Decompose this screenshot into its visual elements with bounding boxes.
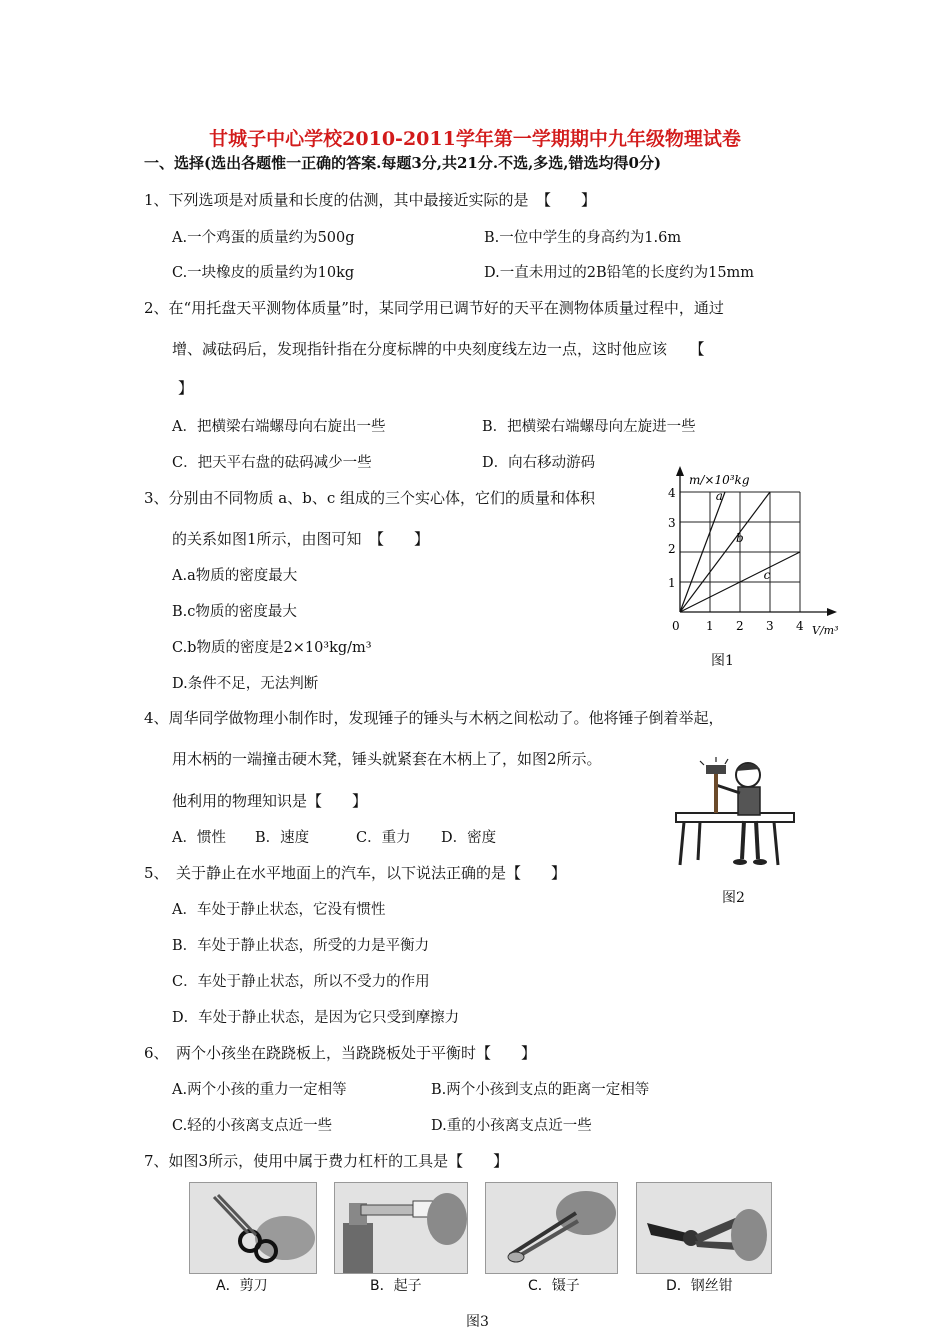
- figure-1-caption: 图1: [711, 653, 734, 669]
- q1-option-d: D.一直未用过的2B铅笔的长度约为15mm: [484, 265, 755, 281]
- y-tick-label: 4: [668, 486, 676, 500]
- x-tick-label: 4: [796, 619, 804, 633]
- q6-option-a: A.两个小孩的重力一定相等: [172, 1082, 347, 1098]
- chart-x-label: V/m³: [812, 624, 839, 637]
- pliers-caption: D．钢丝钳: [666, 1278, 733, 1294]
- q6-option-c: C.轻的小孩离支点近一些: [172, 1118, 333, 1134]
- q3-option-d: D.条件不足，无法判断: [172, 676, 319, 692]
- question-4-line3: 他利用的物理知识是【 】: [172, 792, 368, 810]
- question-4-line1: 4、周华同学做物理小制作时，发现锤子的锤头与木柄之间松动了。他将锤子倒着举起，: [144, 709, 724, 727]
- q2-option-d: D．向右移动游码: [482, 455, 596, 471]
- q2-option-b: B．把横梁右端螺母向左旋进一些: [482, 419, 696, 435]
- question-2-line1: 2、在“用托盘天平测物体质量”时，某同学用已调节好的天平在测物体质量过程中，通过: [144, 299, 724, 317]
- series-label-c: c: [763, 568, 771, 583]
- y-tick-label: 1: [668, 576, 676, 590]
- q2-option-c: C．把天平右盘的砝码减少一些: [172, 455, 372, 471]
- x-tick-label: 0: [672, 619, 680, 633]
- exam-title: 甘城子中心学校2010-2011学年第一学期期中九年级物理试卷: [209, 128, 741, 150]
- q5-option-d: D．车处于静止状态，是因为它只受到摩擦力: [172, 1010, 460, 1026]
- x-tick-label: 1: [706, 619, 714, 633]
- y-tick-label: 3: [668, 516, 676, 530]
- q4-option-a: A．惯性: [172, 830, 226, 846]
- q5-option-b: B．车处于静止状态，所受的力是平衡力: [172, 938, 430, 954]
- q3-option-b: B.c物质的密度最大: [172, 604, 297, 620]
- q5-option-c: C．车处于静止状态，所以不受力的作用: [172, 974, 430, 990]
- q1-option-c: C.一块橡皮的质量约为10kg: [172, 265, 355, 281]
- x-tick-label: 3: [766, 619, 774, 633]
- chart-axes: [676, 466, 837, 616]
- q4-option-d: D．密度: [441, 830, 497, 846]
- x-axis-arrow: [827, 608, 837, 616]
- q1-option-a: A.一个鸡蛋的质量约为500g: [172, 230, 355, 246]
- question-6-stem: 6、 两个小孩坐在跷跷板上，当跷跷板处于平衡时【 】: [144, 1044, 537, 1062]
- scissors-caption: A．剪刀: [216, 1278, 268, 1294]
- bottle-opener-photo: [334, 1182, 468, 1274]
- x-tick-label: 2: [736, 619, 744, 633]
- q2-option-a: A．把横梁右端螺母向右旋出一些: [172, 419, 386, 435]
- bottle-opener-caption: B．起子: [370, 1278, 422, 1294]
- q4-option-b: B．速度: [255, 830, 310, 846]
- figure-3-caption: 图3: [466, 1314, 489, 1330]
- question-2-line3: 】: [178, 379, 194, 397]
- q3-option-a: A.a物质的密度最大: [172, 568, 298, 584]
- tweezers-photo: [485, 1182, 618, 1274]
- pliers-photo: [636, 1182, 772, 1274]
- q6-option-b: B.两个小孩到支点的距离一定相等: [431, 1082, 650, 1098]
- chart-ticks: [668, 486, 804, 633]
- question-1-stem: 1、下列选项是对质量和长度的估测，其中最接近实际的是 【 】: [144, 191, 597, 209]
- question-4-line2: 用木柄的一端撞击硬木凳，锤头就紧套在木柄上了，如图2所示。: [172, 750, 602, 768]
- figure-2-caption: 图2: [722, 890, 745, 906]
- y-axis-arrow: [676, 466, 684, 476]
- q1-option-b: B.一位中学生的身高约为1.6m: [484, 230, 682, 246]
- figure-1-chart: [655, 462, 845, 672]
- y-tick-label: 2: [668, 542, 676, 556]
- scissors-photo: [189, 1182, 317, 1274]
- question-5-stem: 5、 关于静止在水平地面上的汽车，以下说法正确的是【 】: [144, 864, 567, 882]
- series-label-b: b: [736, 531, 744, 545]
- question-7-stem: 7、如图3所示，使用中属于费力杠杆的工具是【 】: [144, 1152, 509, 1170]
- q3-option-c: C.b物质的密度是2×10³kg/m³: [172, 640, 372, 656]
- question-3-line1: 3、分别由不同物质 a、b、c 组成的三个实心体，它们的质量和体积: [144, 489, 596, 507]
- chart-grid: [680, 492, 800, 612]
- q6-option-d: D.重的小孩离支点近一些: [431, 1118, 592, 1134]
- question-2-line2: 增、减砝码后，发现指针指在分度标牌的中央刻度线左边一点，这时他应该 【: [172, 340, 705, 358]
- question-3-line2: 的关系如图1所示，由图可知 【 】: [172, 530, 430, 548]
- section-heading: 一、选择(选出各题惟一正确的答案.每题3分,共21分.不选,多选,错选均得0分): [144, 154, 662, 172]
- chart-y-label: m/×10³kg: [689, 473, 750, 487]
- figure-2-boy-hammer-illustration: [670, 755, 800, 875]
- tweezers-caption: C．镊子: [528, 1278, 580, 1294]
- series-label-a: a: [715, 489, 723, 503]
- q4-option-c: C．重力: [356, 830, 411, 846]
- q5-option-a: A．车处于静止状态，它没有惯性: [172, 902, 386, 918]
